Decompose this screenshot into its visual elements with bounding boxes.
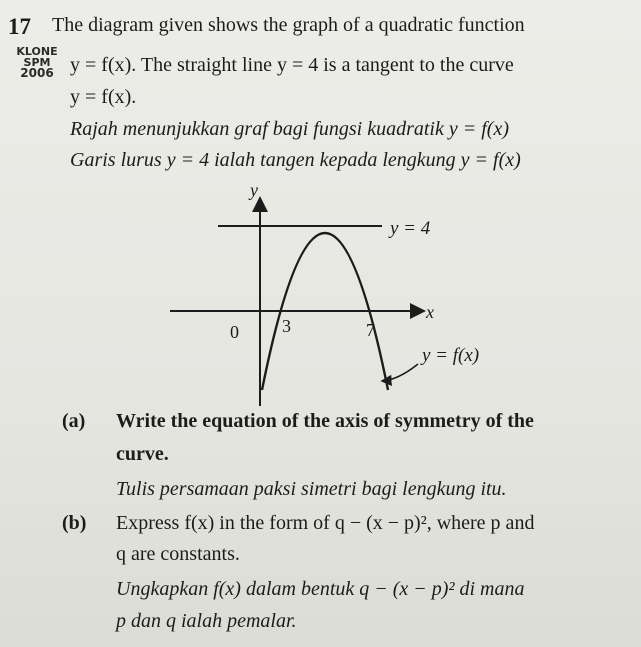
curve-label-pointer [382, 364, 418, 381]
origin-label: 0 [230, 322, 239, 342]
x-axis-label: x [426, 302, 434, 322]
part-a-english-1: Write the equation of the axis of symmetry of the [116, 410, 534, 432]
part-a-english-2: curve. [116, 443, 169, 465]
stamp-line-3: 2006 [20, 66, 54, 80]
quadratic-graph [170, 178, 530, 410]
klone-spm-stamp [4, 46, 70, 79]
question-number: 17 [8, 14, 31, 39]
part-a-malay: Tulis persamaan paksi simetri bagi lengkung itu. [116, 478, 507, 500]
stamp-line-1: KLONE [16, 45, 58, 58]
y-axis-label: y [250, 180, 258, 200]
tangent-label: y = 4 [390, 218, 431, 239]
stem-line-2: y = f(x). The straight line y = 4 is a tangent to the curve [70, 54, 514, 76]
part-b-malay-1: Ungkapkan f(x) dalam bentuk q − (x − p)² di mana [116, 578, 525, 600]
malay-stem-line-1: Rajah menunjukkan graf bagi fungsi kuadratik y = f(x) [70, 118, 509, 140]
part-b-malay-2: p dan q ialah pemalar. [116, 610, 297, 632]
part-b-english-2: q are constants. [116, 543, 240, 565]
stem-line-1: The diagram given shows the graph of a quadratic function [52, 14, 525, 36]
stem-line-3: y = f(x). [70, 86, 137, 108]
malay-stem-line-2: Garis lurus y = 4 ialah tangen kepada lengkung y = f(x) [70, 149, 521, 171]
root-7-label: 7 [366, 320, 375, 340]
part-b-label: (b) [62, 512, 87, 534]
part-a-label: (a) [62, 410, 86, 432]
stamp-line-2: SPM [23, 56, 51, 69]
curve-label: y = f(x) [422, 345, 480, 366]
root-3-label: 3 [282, 316, 291, 336]
part-b-english-1: Express f(x) in the form of q − (x − p)², where p and [116, 512, 535, 534]
